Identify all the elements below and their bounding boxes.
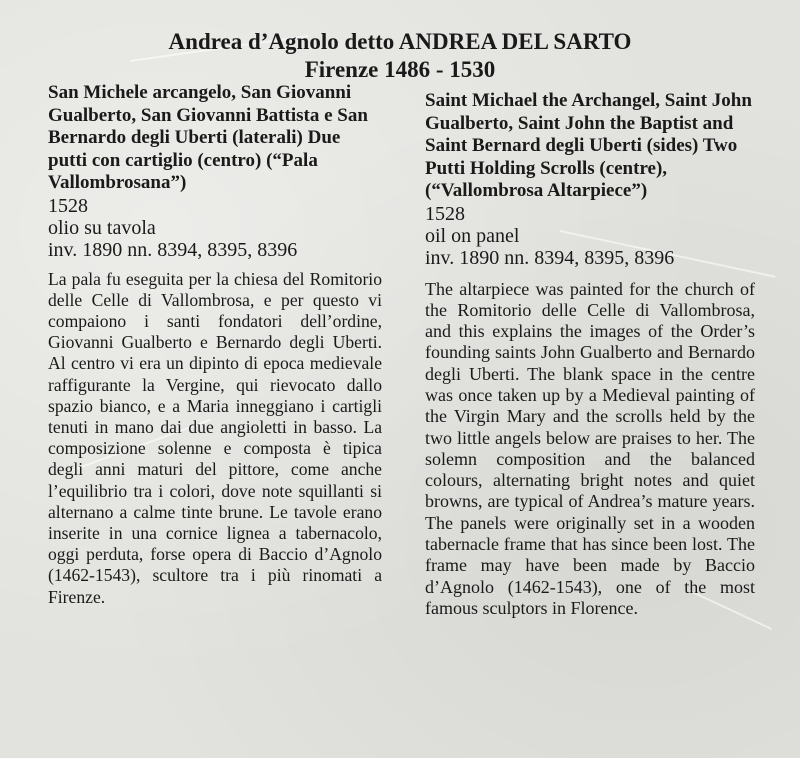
english-column bbox=[425, 90, 755, 619]
artist-name: Andrea d’Agnolo detto ANDREA DEL SARTO bbox=[168, 29, 632, 54]
italian-inventory: inv. 1890 nn. 8394, 8395, 8396 bbox=[48, 238, 298, 261]
english-description: The altarpiece was painted for the church of the Romitorio delle Celle di Vallombrosa, and this explains the images of the Order’s founding saints John Gualberto and Bernardo degli Uberti. The blank space in the centre was once taken up by a Medieval painting of the Virgin Mary and the scrolls held by the two little angels below are praises to her. The solemn composition and the balanced colours, alternating bright notes and quiet browns, are typical of Andrea’s mature years. The panels were originally set in a wooden tabernacle frame that has since been lost. The frame may have been made by Baccio d’Agnolo (1462-1543), one of the most famous sculptors in Florence. bbox=[425, 278, 755, 618]
label-header bbox=[0, 28, 800, 84]
italian-title: San Michele arcangelo, San Giovanni Gualberto, San Giovanni Battista e San Bernardo degli Uberti (laterali) Due putti con cartiglio (centro) (“Pala Vallombrosana”) bbox=[48, 82, 368, 193]
italian-column bbox=[48, 82, 382, 608]
artist-place-dates: Firenze 1486 - 1530 bbox=[304, 57, 496, 82]
english-medium: oil on panel bbox=[425, 224, 520, 247]
english-year: 1528 bbox=[425, 202, 465, 225]
english-inventory: inv. 1890 nn. 8394, 8395, 8396 bbox=[425, 246, 675, 269]
italian-year: 1528 bbox=[48, 194, 88, 217]
italian-medium: olio su tavola bbox=[48, 216, 156, 239]
english-title: Saint Michael the Archangel, Saint John Gualberto, Saint John the Baptist and Saint Bernard degli Uberti (sides) Two Putti Holding Scrolls (centre), (“Vallombrosa Altarpiece”) bbox=[425, 90, 752, 201]
italian-description: La pala fu eseguita per la chiesa del Romitorio delle Celle di Vallombrosa, e per questo vi compaiono i santi fondatori dell’ordine, Giovanni Gualberto e Bernardo degli Uberti. Al centro vi era un dipinto di epoca medievale raffigurante la Vergine, qui rievocato dallo spazio bianco, e a Maria inneggiano i cartigli tenuti in mano dai due angioletti in basso. La composizione solenne e composta è tipica degli anni maturi del pittore, come anche l’equilibrio tra i colori, dove note squillanti si alternano a calme tinte brune. Le tavole erano inserite in una cornice lignea a tabernacolo, oggi perduta, forse opera di Baccio d’Agnolo (1462-1543), scultore tra i più rinomati a Firenze. bbox=[48, 268, 382, 607]
